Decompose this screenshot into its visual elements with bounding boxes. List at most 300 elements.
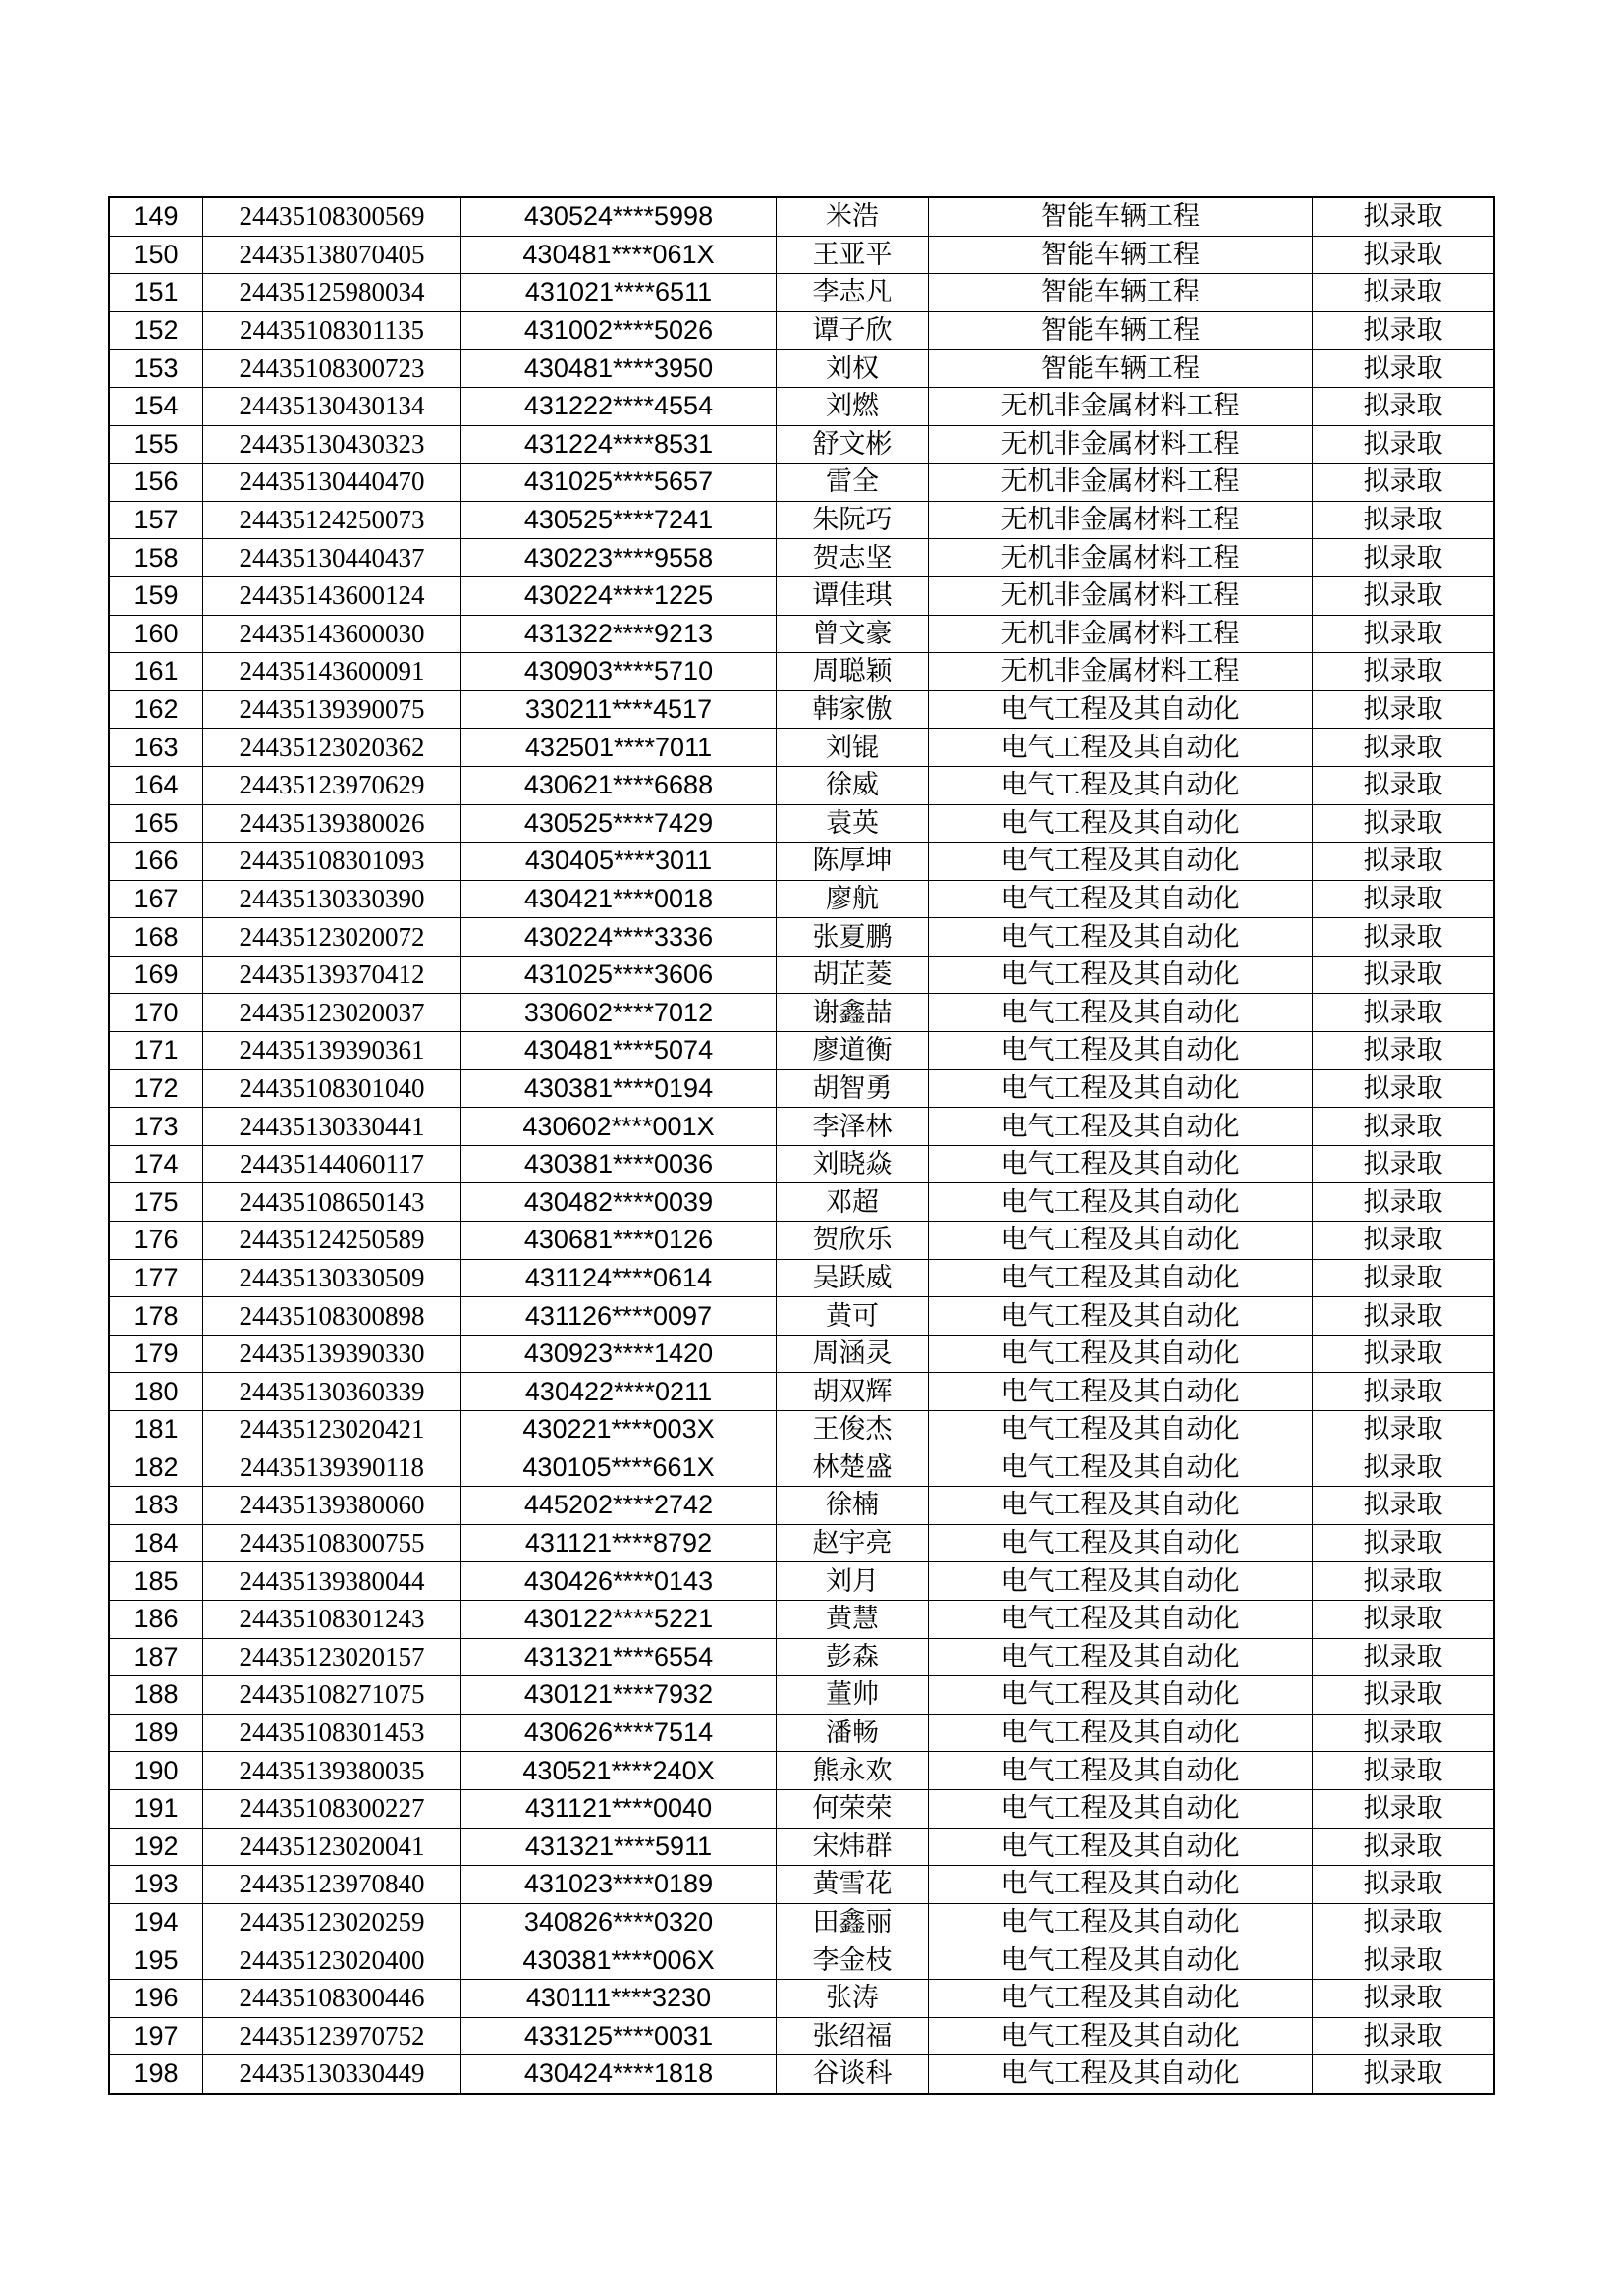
cell-name: 李泽林 xyxy=(777,1108,929,1146)
cell-exam-number: 24435143600091 xyxy=(203,653,461,691)
cell-id-number: 432501****7011 xyxy=(461,729,777,767)
cell-major: 电气工程及其自动化 xyxy=(929,1069,1313,1108)
cell-status: 拟录取 xyxy=(1313,1600,1495,1638)
table-row xyxy=(109,1069,1494,1108)
cell-seq: 160 xyxy=(109,615,203,653)
cell-name: 谢鑫喆 xyxy=(777,994,929,1032)
cell-exam-number: 24435123020037 xyxy=(203,994,461,1032)
cell-exam-number: 24435144060117 xyxy=(203,1145,461,1183)
cell-seq: 196 xyxy=(109,1979,203,2017)
cell-major: 无机非金属材料工程 xyxy=(929,501,1313,539)
cell-status: 拟录取 xyxy=(1313,1638,1495,1676)
cell-status: 拟录取 xyxy=(1313,1145,1495,1183)
cell-seq: 185 xyxy=(109,1562,203,1601)
cell-name: 周涵灵 xyxy=(777,1335,929,1373)
cell-name: 胡双辉 xyxy=(777,1373,929,1411)
cell-id-number: 430224****3336 xyxy=(461,918,777,957)
cell-id-number: 430381****006X xyxy=(461,1941,777,1980)
cell-major: 电气工程及其自动化 xyxy=(929,1979,1313,2017)
cell-seq: 179 xyxy=(109,1335,203,1373)
cell-exam-number: 24435139380044 xyxy=(203,1562,461,1601)
cell-exam-number: 24435130330441 xyxy=(203,1108,461,1146)
cell-exam-number: 24435123020400 xyxy=(203,1941,461,1980)
cell-major: 智能车辆工程 xyxy=(929,311,1313,350)
table-row xyxy=(109,1222,1494,1260)
table-row xyxy=(109,311,1494,350)
cell-name: 潘畅 xyxy=(777,1714,929,1752)
table-row xyxy=(109,501,1494,539)
cell-status: 拟录取 xyxy=(1313,1903,1495,1941)
cell-exam-number: 24435108301453 xyxy=(203,1714,461,1752)
cell-id-number: 430122****5221 xyxy=(461,1600,777,1638)
cell-name: 米浩 xyxy=(777,197,929,236)
cell-name: 宋炜群 xyxy=(777,1828,929,1866)
cell-major: 电气工程及其自动化 xyxy=(929,2017,1313,2055)
table-row xyxy=(109,729,1494,767)
cell-status: 拟录取 xyxy=(1313,918,1495,957)
cell-id-number: 430424****1818 xyxy=(461,2055,777,2094)
cell-name: 袁英 xyxy=(777,804,929,843)
cell-seq: 152 xyxy=(109,311,203,350)
cell-seq: 173 xyxy=(109,1108,203,1146)
cell-id-number: 430405****3011 xyxy=(461,843,777,881)
cell-seq: 176 xyxy=(109,1222,203,1260)
cell-major: 电气工程及其自动化 xyxy=(929,1828,1313,1866)
cell-name: 胡智勇 xyxy=(777,1069,929,1108)
cell-name: 田鑫丽 xyxy=(777,1903,929,1941)
cell-id-number: 430105****661X xyxy=(461,1449,777,1487)
cell-exam-number: 24435139390361 xyxy=(203,1032,461,1070)
cell-major: 电气工程及其自动化 xyxy=(929,690,1313,729)
cell-seq: 186 xyxy=(109,1600,203,1638)
cell-major: 电气工程及其自动化 xyxy=(929,1297,1313,1336)
cell-major: 电气工程及其自动化 xyxy=(929,1222,1313,1260)
cell-seq: 166 xyxy=(109,843,203,881)
table-row xyxy=(109,464,1494,502)
cell-exam-number: 24435130330509 xyxy=(203,1259,461,1297)
cell-major: 电气工程及其自动化 xyxy=(929,1449,1313,1487)
admission-table-body xyxy=(109,197,1494,2094)
cell-major: 电气工程及其自动化 xyxy=(929,1676,1313,1715)
cell-name: 徐威 xyxy=(777,766,929,804)
cell-major: 电气工程及其自动化 xyxy=(929,843,1313,881)
cell-major: 电气工程及其自动化 xyxy=(929,1183,1313,1222)
table-row xyxy=(109,1524,1494,1562)
cell-name: 李金枝 xyxy=(777,1941,929,1980)
cell-major: 无机非金属材料工程 xyxy=(929,653,1313,691)
cell-exam-number: 24435130440437 xyxy=(203,539,461,577)
cell-seq: 158 xyxy=(109,539,203,577)
cell-seq: 190 xyxy=(109,1752,203,1790)
cell-name: 周聪颖 xyxy=(777,653,929,691)
cell-exam-number: 24435125980034 xyxy=(203,274,461,312)
cell-major: 电气工程及其自动化 xyxy=(929,1638,1313,1676)
table-row xyxy=(109,1487,1494,1525)
cell-exam-number: 24435124250073 xyxy=(203,501,461,539)
table-row xyxy=(109,1449,1494,1487)
cell-status: 拟录取 xyxy=(1313,1676,1495,1715)
cell-seq: 182 xyxy=(109,1449,203,1487)
cell-id-number: 430621****6688 xyxy=(461,766,777,804)
cell-status: 拟录取 xyxy=(1313,1259,1495,1297)
cell-seq: 171 xyxy=(109,1032,203,1070)
cell-name: 曾文豪 xyxy=(777,615,929,653)
cell-id-number: 431321****5911 xyxy=(461,1828,777,1866)
cell-major: 电气工程及其自动化 xyxy=(929,1789,1313,1828)
cell-exam-number: 24435123020421 xyxy=(203,1411,461,1449)
cell-status: 拟录取 xyxy=(1313,1032,1495,1070)
cell-exam-number: 24435123020157 xyxy=(203,1638,461,1676)
cell-exam-number: 24435138070405 xyxy=(203,236,461,274)
cell-id-number: 430521****240X xyxy=(461,1752,777,1790)
cell-name: 徐楠 xyxy=(777,1487,929,1525)
cell-exam-number: 24435108300227 xyxy=(203,1789,461,1828)
cell-seq: 161 xyxy=(109,653,203,691)
cell-major: 电气工程及其自动化 xyxy=(929,2055,1313,2094)
cell-status: 拟录取 xyxy=(1313,1069,1495,1108)
cell-exam-number: 24435130440470 xyxy=(203,464,461,502)
cell-status: 拟录取 xyxy=(1313,690,1495,729)
cell-name: 谷谈科 xyxy=(777,2055,929,2094)
table-row xyxy=(109,880,1494,918)
cell-name: 舒文彬 xyxy=(777,425,929,464)
cell-status: 拟录取 xyxy=(1313,804,1495,843)
cell-status: 拟录取 xyxy=(1313,1866,1495,1904)
cell-major: 电气工程及其自动化 xyxy=(929,1032,1313,1070)
cell-status: 拟录取 xyxy=(1313,1828,1495,1866)
cell-major: 智能车辆工程 xyxy=(929,197,1313,236)
cell-seq: 151 xyxy=(109,274,203,312)
cell-id-number: 445202****2742 xyxy=(461,1487,777,1525)
table-row xyxy=(109,197,1494,236)
cell-exam-number: 24435108300569 xyxy=(203,197,461,236)
cell-name: 廖航 xyxy=(777,880,929,918)
cell-status: 拟录取 xyxy=(1313,1297,1495,1336)
cell-id-number: 431124****0614 xyxy=(461,1259,777,1297)
cell-id-number: 340826****0320 xyxy=(461,1903,777,1941)
cell-exam-number: 24435108650143 xyxy=(203,1183,461,1222)
cell-major: 电气工程及其自动化 xyxy=(929,1903,1313,1941)
cell-name: 刘月 xyxy=(777,1562,929,1601)
cell-seq: 178 xyxy=(109,1297,203,1336)
table-row xyxy=(109,539,1494,577)
cell-exam-number: 24435123970629 xyxy=(203,766,461,804)
cell-status: 拟录取 xyxy=(1313,1335,1495,1373)
cell-seq: 189 xyxy=(109,1714,203,1752)
cell-name: 张绍福 xyxy=(777,2017,929,2055)
table-row xyxy=(109,1600,1494,1638)
cell-seq: 180 xyxy=(109,1373,203,1411)
cell-seq: 191 xyxy=(109,1789,203,1828)
cell-major: 电气工程及其自动化 xyxy=(929,729,1313,767)
cell-name: 何荣荣 xyxy=(777,1789,929,1828)
cell-name: 廖道衡 xyxy=(777,1032,929,1070)
cell-exam-number: 24435143600124 xyxy=(203,576,461,615)
cell-id-number: 431321****6554 xyxy=(461,1638,777,1676)
cell-id-number: 430121****7932 xyxy=(461,1676,777,1715)
cell-name: 陈厚坤 xyxy=(777,843,929,881)
cell-id-number: 430481****061X xyxy=(461,236,777,274)
cell-seq: 192 xyxy=(109,1828,203,1866)
cell-id-number: 430525****7241 xyxy=(461,501,777,539)
cell-id-number: 430524****5998 xyxy=(461,197,777,236)
cell-name: 邓超 xyxy=(777,1183,929,1222)
cell-major: 智能车辆工程 xyxy=(929,236,1313,274)
cell-id-number: 431121****0040 xyxy=(461,1789,777,1828)
table-row xyxy=(109,2017,1494,2055)
cell-name: 熊永欢 xyxy=(777,1752,929,1790)
cell-major: 电气工程及其自动化 xyxy=(929,1411,1313,1449)
cell-exam-number: 24435139380035 xyxy=(203,1752,461,1790)
cell-status: 拟录取 xyxy=(1313,994,1495,1032)
cell-status: 拟录取 xyxy=(1313,1714,1495,1752)
cell-status: 拟录取 xyxy=(1313,274,1495,312)
cell-major: 电气工程及其自动化 xyxy=(929,804,1313,843)
table-row xyxy=(109,843,1494,881)
cell-id-number: 430111****3230 xyxy=(461,1979,777,2017)
table-row xyxy=(109,766,1494,804)
cell-major: 电气工程及其自动化 xyxy=(929,766,1313,804)
cell-seq: 168 xyxy=(109,918,203,957)
cell-status: 拟录取 xyxy=(1313,2055,1495,2094)
cell-status: 拟录取 xyxy=(1313,464,1495,502)
table-row xyxy=(109,1941,1494,1980)
table-row xyxy=(109,690,1494,729)
table-row xyxy=(109,1789,1494,1828)
cell-major: 电气工程及其自动化 xyxy=(929,1752,1313,1790)
cell-name: 谭子欣 xyxy=(777,311,929,350)
table-row xyxy=(109,653,1494,691)
cell-name: 韩家傲 xyxy=(777,690,929,729)
cell-id-number: 431021****6511 xyxy=(461,274,777,312)
cell-id-number: 431126****0097 xyxy=(461,1297,777,1336)
cell-exam-number: 24435108300755 xyxy=(203,1524,461,1562)
cell-exam-number: 24435108300898 xyxy=(203,1297,461,1336)
cell-status: 拟录取 xyxy=(1313,766,1495,804)
cell-id-number: 431224****8531 xyxy=(461,425,777,464)
cell-id-number: 430421****0018 xyxy=(461,880,777,918)
cell-status: 拟录取 xyxy=(1313,1487,1495,1525)
cell-name: 李志凡 xyxy=(777,274,929,312)
cell-status: 拟录取 xyxy=(1313,576,1495,615)
cell-status: 拟录取 xyxy=(1313,387,1495,425)
cell-id-number: 431121****8792 xyxy=(461,1524,777,1562)
cell-major: 电气工程及其自动化 xyxy=(929,1941,1313,1980)
cell-name: 张夏鹏 xyxy=(777,918,929,957)
cell-seq: 194 xyxy=(109,1903,203,1941)
cell-status: 拟录取 xyxy=(1313,197,1495,236)
cell-name: 王俊杰 xyxy=(777,1411,929,1449)
cell-major: 无机非金属材料工程 xyxy=(929,576,1313,615)
cell-name: 胡芷菱 xyxy=(777,956,929,994)
cell-id-number: 430426****0143 xyxy=(461,1562,777,1601)
cell-id-number: 430525****7429 xyxy=(461,804,777,843)
cell-seq: 157 xyxy=(109,501,203,539)
cell-seq: 159 xyxy=(109,576,203,615)
table-row xyxy=(109,1411,1494,1449)
cell-name: 雷全 xyxy=(777,464,929,502)
cell-name: 王亚平 xyxy=(777,236,929,274)
cell-exam-number: 24435139390118 xyxy=(203,1449,461,1487)
cell-id-number: 430224****1225 xyxy=(461,576,777,615)
cell-seq: 181 xyxy=(109,1411,203,1449)
cell-seq: 198 xyxy=(109,2055,203,2094)
cell-seq: 172 xyxy=(109,1069,203,1108)
table-row xyxy=(109,387,1494,425)
cell-name: 贺欣乐 xyxy=(777,1222,929,1260)
cell-id-number: 430602****001X xyxy=(461,1108,777,1146)
table-row xyxy=(109,1335,1494,1373)
table-row xyxy=(109,1562,1494,1601)
cell-exam-number: 24435108301093 xyxy=(203,843,461,881)
cell-status: 拟录取 xyxy=(1313,236,1495,274)
cell-exam-number: 24435108301243 xyxy=(203,1600,461,1638)
cell-exam-number: 24435139390075 xyxy=(203,690,461,729)
cell-seq: 154 xyxy=(109,387,203,425)
cell-name: 彭森 xyxy=(777,1638,929,1676)
cell-seq: 165 xyxy=(109,804,203,843)
cell-id-number: 430903****5710 xyxy=(461,653,777,691)
cell-name: 张涛 xyxy=(777,1979,929,2017)
cell-status: 拟录取 xyxy=(1313,350,1495,388)
cell-seq: 184 xyxy=(109,1524,203,1562)
cell-id-number: 431025****5657 xyxy=(461,464,777,502)
cell-major: 电气工程及其自动化 xyxy=(929,1562,1313,1601)
cell-major: 电气工程及其自动化 xyxy=(929,1259,1313,1297)
cell-exam-number: 24435130360339 xyxy=(203,1373,461,1411)
cell-seq: 167 xyxy=(109,880,203,918)
cell-seq: 195 xyxy=(109,1941,203,1980)
table-row xyxy=(109,1145,1494,1183)
cell-exam-number: 24435143600030 xyxy=(203,615,461,653)
cell-name: 刘燃 xyxy=(777,387,929,425)
cell-seq: 150 xyxy=(109,236,203,274)
cell-major: 电气工程及其自动化 xyxy=(929,1108,1313,1146)
cell-name: 谭佳琪 xyxy=(777,576,929,615)
cell-id-number: 430481****5074 xyxy=(461,1032,777,1070)
table-row xyxy=(109,576,1494,615)
cell-id-number: 431025****3606 xyxy=(461,956,777,994)
table-row xyxy=(109,1297,1494,1336)
cell-name: 刘权 xyxy=(777,350,929,388)
cell-exam-number: 24435130430134 xyxy=(203,387,461,425)
cell-major: 智能车辆工程 xyxy=(929,274,1313,312)
cell-status: 拟录取 xyxy=(1313,1941,1495,1980)
table-row xyxy=(109,1183,1494,1222)
cell-id-number: 430923****1420 xyxy=(461,1335,777,1373)
cell-major: 电气工程及其自动化 xyxy=(929,918,1313,957)
table-row xyxy=(109,615,1494,653)
table-row xyxy=(109,1828,1494,1866)
cell-major: 电气工程及其自动化 xyxy=(929,1524,1313,1562)
cell-status: 拟录取 xyxy=(1313,1373,1495,1411)
cell-name: 董帅 xyxy=(777,1676,929,1715)
table-row xyxy=(109,1979,1494,2017)
cell-status: 拟录取 xyxy=(1313,1789,1495,1828)
cell-exam-number: 24435108301135 xyxy=(203,311,461,350)
table-row xyxy=(109,1714,1494,1752)
cell-seq: 175 xyxy=(109,1183,203,1222)
cell-exam-number: 24435139380060 xyxy=(203,1487,461,1525)
cell-major: 电气工程及其自动化 xyxy=(929,994,1313,1032)
cell-exam-number: 24435139390330 xyxy=(203,1335,461,1373)
cell-status: 拟录取 xyxy=(1313,501,1495,539)
cell-id-number: 430481****3950 xyxy=(461,350,777,388)
cell-seq: 188 xyxy=(109,1676,203,1715)
cell-seq: 170 xyxy=(109,994,203,1032)
table-row xyxy=(109,1866,1494,1904)
cell-name: 黄雪花 xyxy=(777,1866,929,1904)
cell-exam-number: 24435130330390 xyxy=(203,880,461,918)
cell-major: 无机非金属材料工程 xyxy=(929,615,1313,653)
cell-major: 电气工程及其自动化 xyxy=(929,1487,1313,1525)
cell-exam-number: 24435123020259 xyxy=(203,1903,461,1941)
cell-name: 吴跃威 xyxy=(777,1259,929,1297)
cell-major: 电气工程及其自动化 xyxy=(929,1866,1313,1904)
table-row xyxy=(109,804,1494,843)
cell-exam-number: 24435123970752 xyxy=(203,2017,461,2055)
cell-seq: 183 xyxy=(109,1487,203,1525)
cell-seq: 197 xyxy=(109,2017,203,2055)
table-row xyxy=(109,918,1494,957)
cell-name: 黄慧 xyxy=(777,1600,929,1638)
cell-status: 拟录取 xyxy=(1313,539,1495,577)
cell-major: 电气工程及其自动化 xyxy=(929,1600,1313,1638)
cell-exam-number: 24435124250589 xyxy=(203,1222,461,1260)
cell-seq: 193 xyxy=(109,1866,203,1904)
table-row xyxy=(109,1903,1494,1941)
table-row xyxy=(109,1676,1494,1715)
table-row xyxy=(109,350,1494,388)
cell-status: 拟录取 xyxy=(1313,1562,1495,1601)
cell-id-number: 430221****003X xyxy=(461,1411,777,1449)
cell-seq: 153 xyxy=(109,350,203,388)
cell-status: 拟录取 xyxy=(1313,615,1495,653)
cell-seq: 156 xyxy=(109,464,203,502)
cell-status: 拟录取 xyxy=(1313,880,1495,918)
cell-id-number: 330602****7012 xyxy=(461,994,777,1032)
table-row xyxy=(109,956,1494,994)
cell-id-number: 431322****9213 xyxy=(461,615,777,653)
cell-seq: 162 xyxy=(109,690,203,729)
cell-major: 无机非金属材料工程 xyxy=(929,539,1313,577)
admission-table xyxy=(108,196,1495,2095)
cell-id-number: 330211****4517 xyxy=(461,690,777,729)
cell-status: 拟录取 xyxy=(1313,729,1495,767)
cell-id-number: 431023****0189 xyxy=(461,1866,777,1904)
cell-status: 拟录取 xyxy=(1313,1524,1495,1562)
cell-name: 刘晓焱 xyxy=(777,1145,929,1183)
cell-status: 拟录取 xyxy=(1313,653,1495,691)
cell-major: 电气工程及其自动化 xyxy=(929,956,1313,994)
cell-status: 拟录取 xyxy=(1313,1752,1495,1790)
table-row xyxy=(109,1108,1494,1146)
cell-name: 林楚盛 xyxy=(777,1449,929,1487)
cell-id-number: 430223****9558 xyxy=(461,539,777,577)
cell-id-number: 433125****0031 xyxy=(461,2017,777,2055)
cell-seq: 155 xyxy=(109,425,203,464)
cell-exam-number: 24435139380026 xyxy=(203,804,461,843)
cell-exam-number: 24435108300446 xyxy=(203,1979,461,2017)
cell-status: 拟录取 xyxy=(1313,2017,1495,2055)
cell-id-number: 430381****0036 xyxy=(461,1145,777,1183)
cell-id-number: 430482****0039 xyxy=(461,1183,777,1222)
cell-seq: 174 xyxy=(109,1145,203,1183)
cell-exam-number: 24435130330449 xyxy=(203,2055,461,2094)
cell-major: 智能车辆工程 xyxy=(929,350,1313,388)
cell-major: 电气工程及其自动化 xyxy=(929,1373,1313,1411)
cell-status: 拟录取 xyxy=(1313,956,1495,994)
